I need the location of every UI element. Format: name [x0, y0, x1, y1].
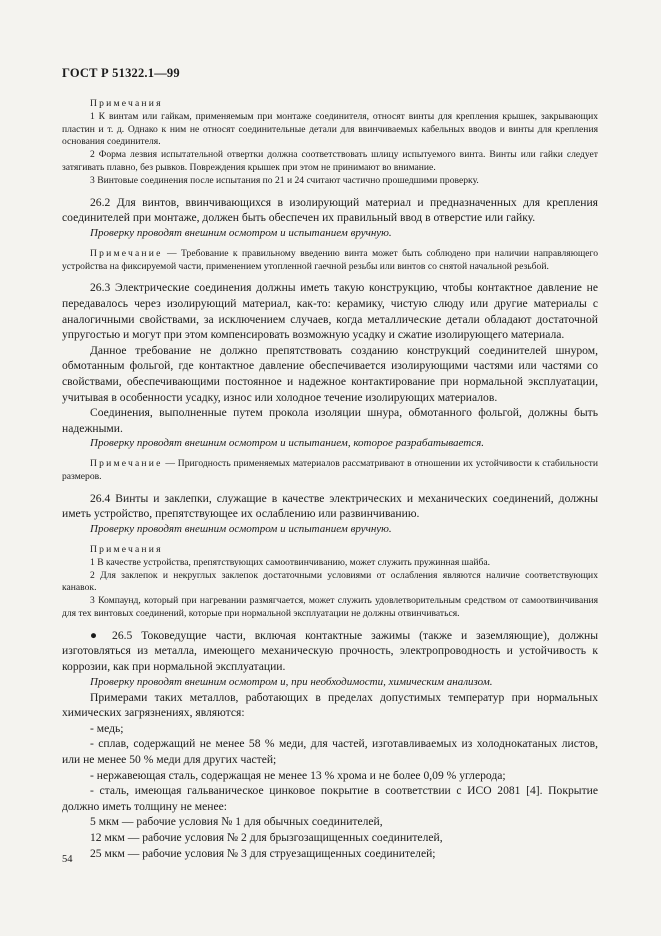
note-item: 2 Форма лезвия испытательной отвертки должна соответствовать шлицу испытуемого винта. Винты или гайки следует затягивать плавно, без рывков. Повреждения крышек при этом не принимают во внимание. [62, 149, 598, 173]
note-text: — Требование к правильному введению винта может быть соблюдено при наличии направляющего устройства на фиксируемой части, применением утопленной гаечной резьбы или винтов со снятой начальной резьбой. [62, 247, 598, 272]
paragraph: Соединения, выполненные путем прокола изоляции шнура, обмотанного фольгой, должны быть надежными. [62, 406, 598, 435]
paragraph: Данное требование не должно препятствовать созданию конструкций соединителей шнуром, обмотанным фольгой, где контактное давление обеспечивается изолирующими частями или частями со свойствами, обеспечивающими постоянное и надежное контактирование при нормальной эксплуатации, учитывая в особенности усадку, износ или холодное течение изолирующих материалов. [62, 343, 598, 404]
page-number: 54 [62, 854, 73, 865]
list-item: - нержавеющая сталь, содержащая не менее 13 % хрома и не более 0,09 % углерода; [90, 768, 506, 782]
note-single [62, 248, 598, 274]
verification-text: Проверку проводят внешним осмотром и испытанием вручную. [90, 523, 392, 536]
note-item: 1 К винтам или гайкам, применяемым при монтаже соединителя, относят винты для крепления крышек, закрывающих пластин и т. д. Однако к ним не относят соединительные детали для ввинчиваемых кабельных вводов и винты для крепления основания соединителя. [62, 110, 598, 148]
clause-26-5: ● 26.5 Токоведущие части, включая контактные зажимы (также и заземляющие), должны изготовляться из металла, имеющего механическую прочность, электропроводность и устойчивость к коррозии, как при нормальной эксплуатации. [62, 628, 598, 674]
verification-text: Проверку проводят внешним осмотром и испытанием, которое разрабатывается. [90, 437, 484, 450]
thickness-item: 12 мкм — рабочие условия № 2 для брызгозащищенных соединителей, [90, 830, 443, 844]
thickness-item: 5 мкм — рабочие условия № 1 для обычных соединителей, [90, 815, 383, 829]
list-item: - сплав, содержащий не менее 58 % меди, для частей, изготавливаемых из холоднокатаных листов, или не менее 50 % меди для других частей; [62, 737, 598, 767]
verification-text: Проверку проводят внешним осмотром и, при необходимости, химическим анализом. [90, 675, 493, 688]
note-item: 3 Компаунд, который при нагревании размягчается, может служить удовлетворительным средством от самоотвинчивания для тех винтовых соединений, которые при нормальной эксплуатации не должны отвинчиваться. [62, 595, 598, 620]
clause-26-4: 26.4 Винты и заклепки, служащие в качестве электрических и механических соединений, должны иметь устройство, препятствующее их ослаблению или развинчиванию. [62, 491, 598, 521]
note-item: 1 В качестве устройства, препятствующих самоотвинчиванию, может служить пружинная шайба. [90, 556, 490, 568]
notes-title: Примечания [90, 544, 163, 556]
clause-26-2: 26.2 Для винтов, ввинчивающихся в изолирующий материал и предназначенных для крепления соединителей при монтаже, должен быть обеспечен их правильный ввод в отверстие или гайку. [62, 195, 598, 225]
document-header: ГОСТ Р 51322.1—99 [62, 66, 180, 80]
notes-title: Примечания [90, 98, 163, 109]
note-label: Примечание [90, 458, 163, 470]
note-item: 2 Для заклепок и некруглых заклепок достаточными условиями от ослабления являются наличие соответствующих канавок. [62, 569, 598, 594]
paragraph: Примерами таких металлов, работающих в пределах допустимых температур при нормальных химических загрязнениях, являются: [62, 690, 598, 720]
note-item: 3 Винтовые соединения после испытания по 21 и 24 считают частично прошедшими проверку. [90, 174, 479, 186]
list-item: - сталь, имеющая гальваническое цинковое покрытие в соответствии с ИСО 2081 [4]. Покрытие должно иметь толщину не менее: [62, 784, 598, 813]
thickness-item: 25 мкм — рабочие условия № 3 для струезащищенных соединителей; [90, 846, 436, 860]
verification-text: Проверку проводят внешним осмотром и испытанием вручную. [90, 226, 392, 239]
page-content [62, 98, 598, 861]
note-single [62, 458, 598, 484]
note-text: — Пригодность применяемых материалов рассматривают в отношении их устойчивости к стабильности размеров. [62, 458, 598, 483]
note-label: Примечание [90, 247, 163, 259]
clause-26-3: 26.3 Электрические соединения должны иметь такую конструкцию, чтобы контактное давление не передавалось через изолирующий материал, как-то: керамику, чистую слюду или другие материалы с аналогичными свойствами, за исключением случаев, когда металлические детали обладают достаточной упругостью и могут при этом компенсировать возможную усадку и сжатие изолирующего материала. [62, 281, 598, 342]
list-item: - медь; [90, 721, 124, 735]
